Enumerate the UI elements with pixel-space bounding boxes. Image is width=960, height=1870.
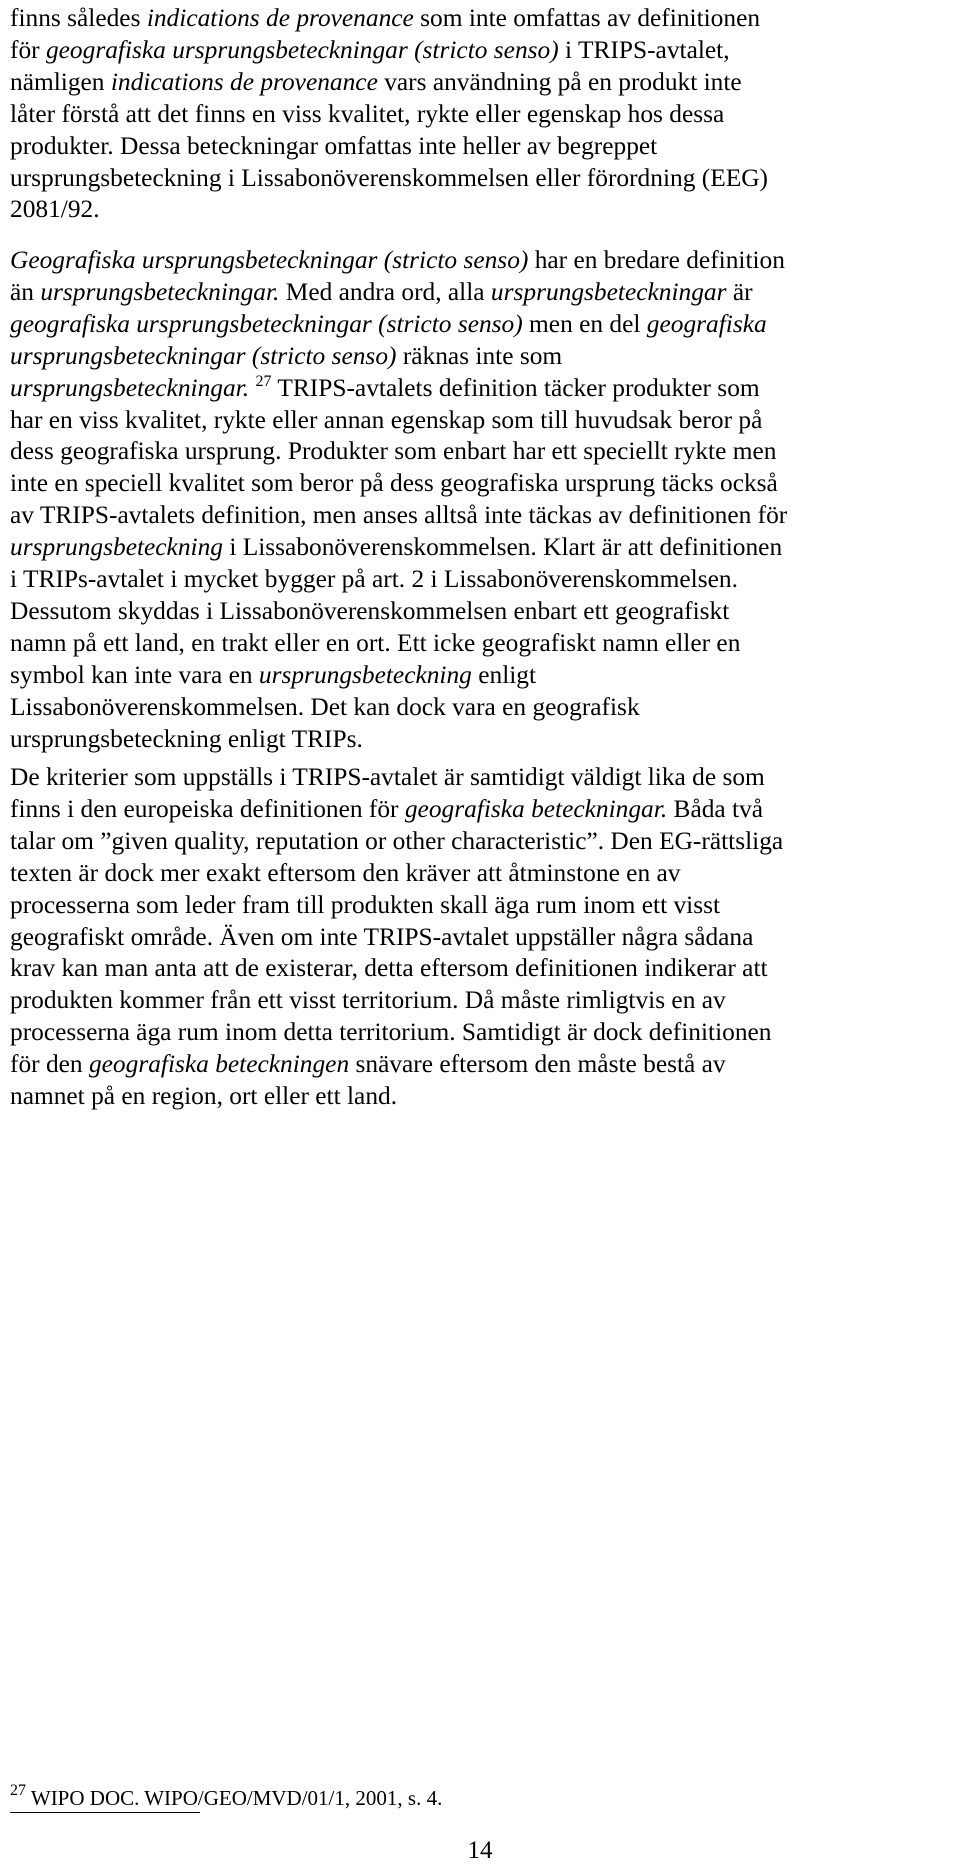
text-line <box>10 922 955 954</box>
text-line <box>10 724 955 756</box>
text-run: ursprungsbeteckning i Lissabonöverenskommelsen eller förordning (EEG) <box>10 163 768 192</box>
text-line <box>10 890 955 922</box>
text-run: enligt <box>471 660 537 689</box>
text-line <box>10 1017 955 1049</box>
text-run: vars användning på en produkt inte <box>377 67 742 96</box>
text-run: geografiskt område. Även om inte TRIPS-avtalet uppställer några sådana <box>10 922 754 951</box>
text-run: symbol kan inte vara en <box>10 660 259 689</box>
italic-text: geografiska beteckningar. <box>404 794 668 823</box>
text-run: av TRIPS-avtalets definition, men anses alltså inte täckas av definitionen för <box>10 501 788 530</box>
text-run: krav kan man anta att de existerar, detta eftersom definitionen indikerar att <box>10 954 768 983</box>
italic-text: ursprungsbeteckningar. <box>40 277 280 306</box>
italic-text: indications de provenance <box>146 4 414 32</box>
text-run: namn på ett land, en trakt eller en ort. Ett icke geografiskt namn eller en <box>10 628 741 657</box>
text-run: namnet på en region, ort eller ett land. <box>10 1082 398 1111</box>
paragraph-2 <box>10 245 955 756</box>
text-run: som inte omfattas av definitionen <box>413 4 761 32</box>
text-run: produkten kommer från ett visst territorium. Då måste rimligtvis en av <box>10 986 726 1015</box>
text-run: TRIPS-avtalets definition täcker produkter som <box>271 373 760 402</box>
footnote-reference: 27 <box>255 372 272 390</box>
paragraph-1 <box>10 3 955 226</box>
text-run: i TRIPs-avtalet i mycket bygger på art. 2 i Lissabonöverenskommelsen. <box>10 565 738 594</box>
text-run: i TRIPS-avtalet, <box>558 35 730 64</box>
text-run: Dessutom skyddas i Lissabonöverenskommelsen enbart ett geografiskt <box>10 596 730 625</box>
text-run: 2081/92. <box>10 195 100 224</box>
text-line <box>10 405 955 437</box>
text-line <box>10 660 955 692</box>
text-run: i Lissabonöverenskommelsen. Klart är att definitionen <box>222 533 783 562</box>
italic-text: ursprungsbeteckningar <box>490 277 727 306</box>
text-line <box>10 1049 955 1081</box>
text-run: Lissabonöverenskommelsen. Det kan dock vara en geografisk <box>10 692 640 721</box>
text-run: processerna som leder fram till produkten skall äga rum inom ett visst <box>10 890 721 919</box>
text-line <box>10 794 955 826</box>
text-line <box>10 194 955 226</box>
text-run: dess geografiska ursprung. Produkter som enbart har ett speciellt rykte men <box>10 437 777 466</box>
text-run: produkter. Dessa beteckningar omfattas inte heller av begreppet <box>10 131 658 160</box>
text-line <box>10 532 955 564</box>
text-line <box>10 628 955 660</box>
text-line <box>10 985 955 1017</box>
italic-text: ursprungsbeteckning <box>258 660 472 689</box>
footnote-text: WIPO DOC. WIPO/GEO/MVD/01/1, 2001, s. 4. <box>26 1786 443 1810</box>
paragraph-3 <box>10 762 955 1113</box>
text-line <box>10 245 955 277</box>
footnote-separator <box>10 1812 200 1813</box>
text-run: De kriterier som uppställs i TRIPS-avtalet är samtidigt väldigt lika de som <box>10 763 765 791</box>
text-run: har en viss kvalitet, rykte eller annan egenskap som till huvudsak beror på <box>10 405 763 434</box>
text-line <box>10 309 955 341</box>
italic-text: geografiska beteckningen <box>88 1050 350 1079</box>
text-line <box>10 692 955 724</box>
text-line <box>10 1081 955 1113</box>
italic-text: ursprungsbeteckningar. <box>10 373 250 402</box>
text-run: nämligen <box>10 67 111 96</box>
text-line <box>10 468 955 500</box>
text-line <box>10 564 955 596</box>
text-line <box>10 826 955 858</box>
italic-text: ursprungsbeteckningar (stricto senso) <box>10 341 397 370</box>
text-line <box>10 35 955 67</box>
text-line <box>10 131 955 163</box>
text-line <box>10 596 955 628</box>
text-run: finns i den europeiska definitionen för <box>10 794 405 823</box>
footnote-marker: 27 <box>10 1782 26 1799</box>
text-run: för den <box>10 1050 89 1079</box>
text-run: processerna äga rum inom detta territorium. Samtidigt är dock definitionen <box>10 1018 772 1047</box>
italic-text: ursprungsbeteckning <box>10 533 223 562</box>
footnote-27 <box>10 1782 443 1811</box>
text-line <box>10 436 955 468</box>
italic-text: Geografiska ursprungsbeteckningar (stricto senso) <box>10 246 529 274</box>
text-line <box>10 163 955 195</box>
text-run: än <box>10 277 41 306</box>
text-run: för <box>10 35 46 64</box>
page-number: 14 <box>467 1837 493 1864</box>
text-run: finns således <box>10 4 147 32</box>
text-line <box>10 953 955 985</box>
text-line <box>10 341 955 373</box>
text-run: räknas inte som <box>396 341 563 370</box>
text-run: är <box>726 277 753 306</box>
text-run: snävare eftersom den måste bestå av <box>349 1050 726 1079</box>
text-line <box>10 762 955 794</box>
italic-text: geografiska <box>646 309 767 338</box>
text-run: har en bredare definition <box>528 246 785 274</box>
text-run: Med andra ord, alla <box>279 277 491 306</box>
italic-text: indications de provenance <box>110 67 378 96</box>
text-run: Båda två <box>667 794 764 823</box>
text-line <box>10 373 955 405</box>
italic-text: geografiska ursprungsbeteckningar (stricto senso) <box>10 309 523 338</box>
italic-text: geografiska ursprungsbeteckningar (stricto senso) <box>45 35 559 64</box>
text-run: texten är dock mer exakt eftersom den kräver att åtminstone en av <box>10 858 681 887</box>
text-line <box>10 67 955 99</box>
text-run: talar om ”given quality, reputation or other characteristic”. Den EG-rättsliga <box>10 826 784 855</box>
text-line <box>10 500 955 532</box>
text-run: inte en speciell kvalitet som beror på dess geografiska ursprung täcks också <box>10 469 778 498</box>
text-run: men en del <box>522 309 647 338</box>
text-line <box>10 277 955 309</box>
text-line <box>10 858 955 890</box>
text-line <box>10 3 955 35</box>
text-run: ursprungsbeteckning enligt TRIPs. <box>10 724 363 753</box>
text-run: låter förstå att det finns en viss kvalitet, rykte eller egenskap hos dessa <box>10 99 725 128</box>
text-line <box>10 99 955 131</box>
